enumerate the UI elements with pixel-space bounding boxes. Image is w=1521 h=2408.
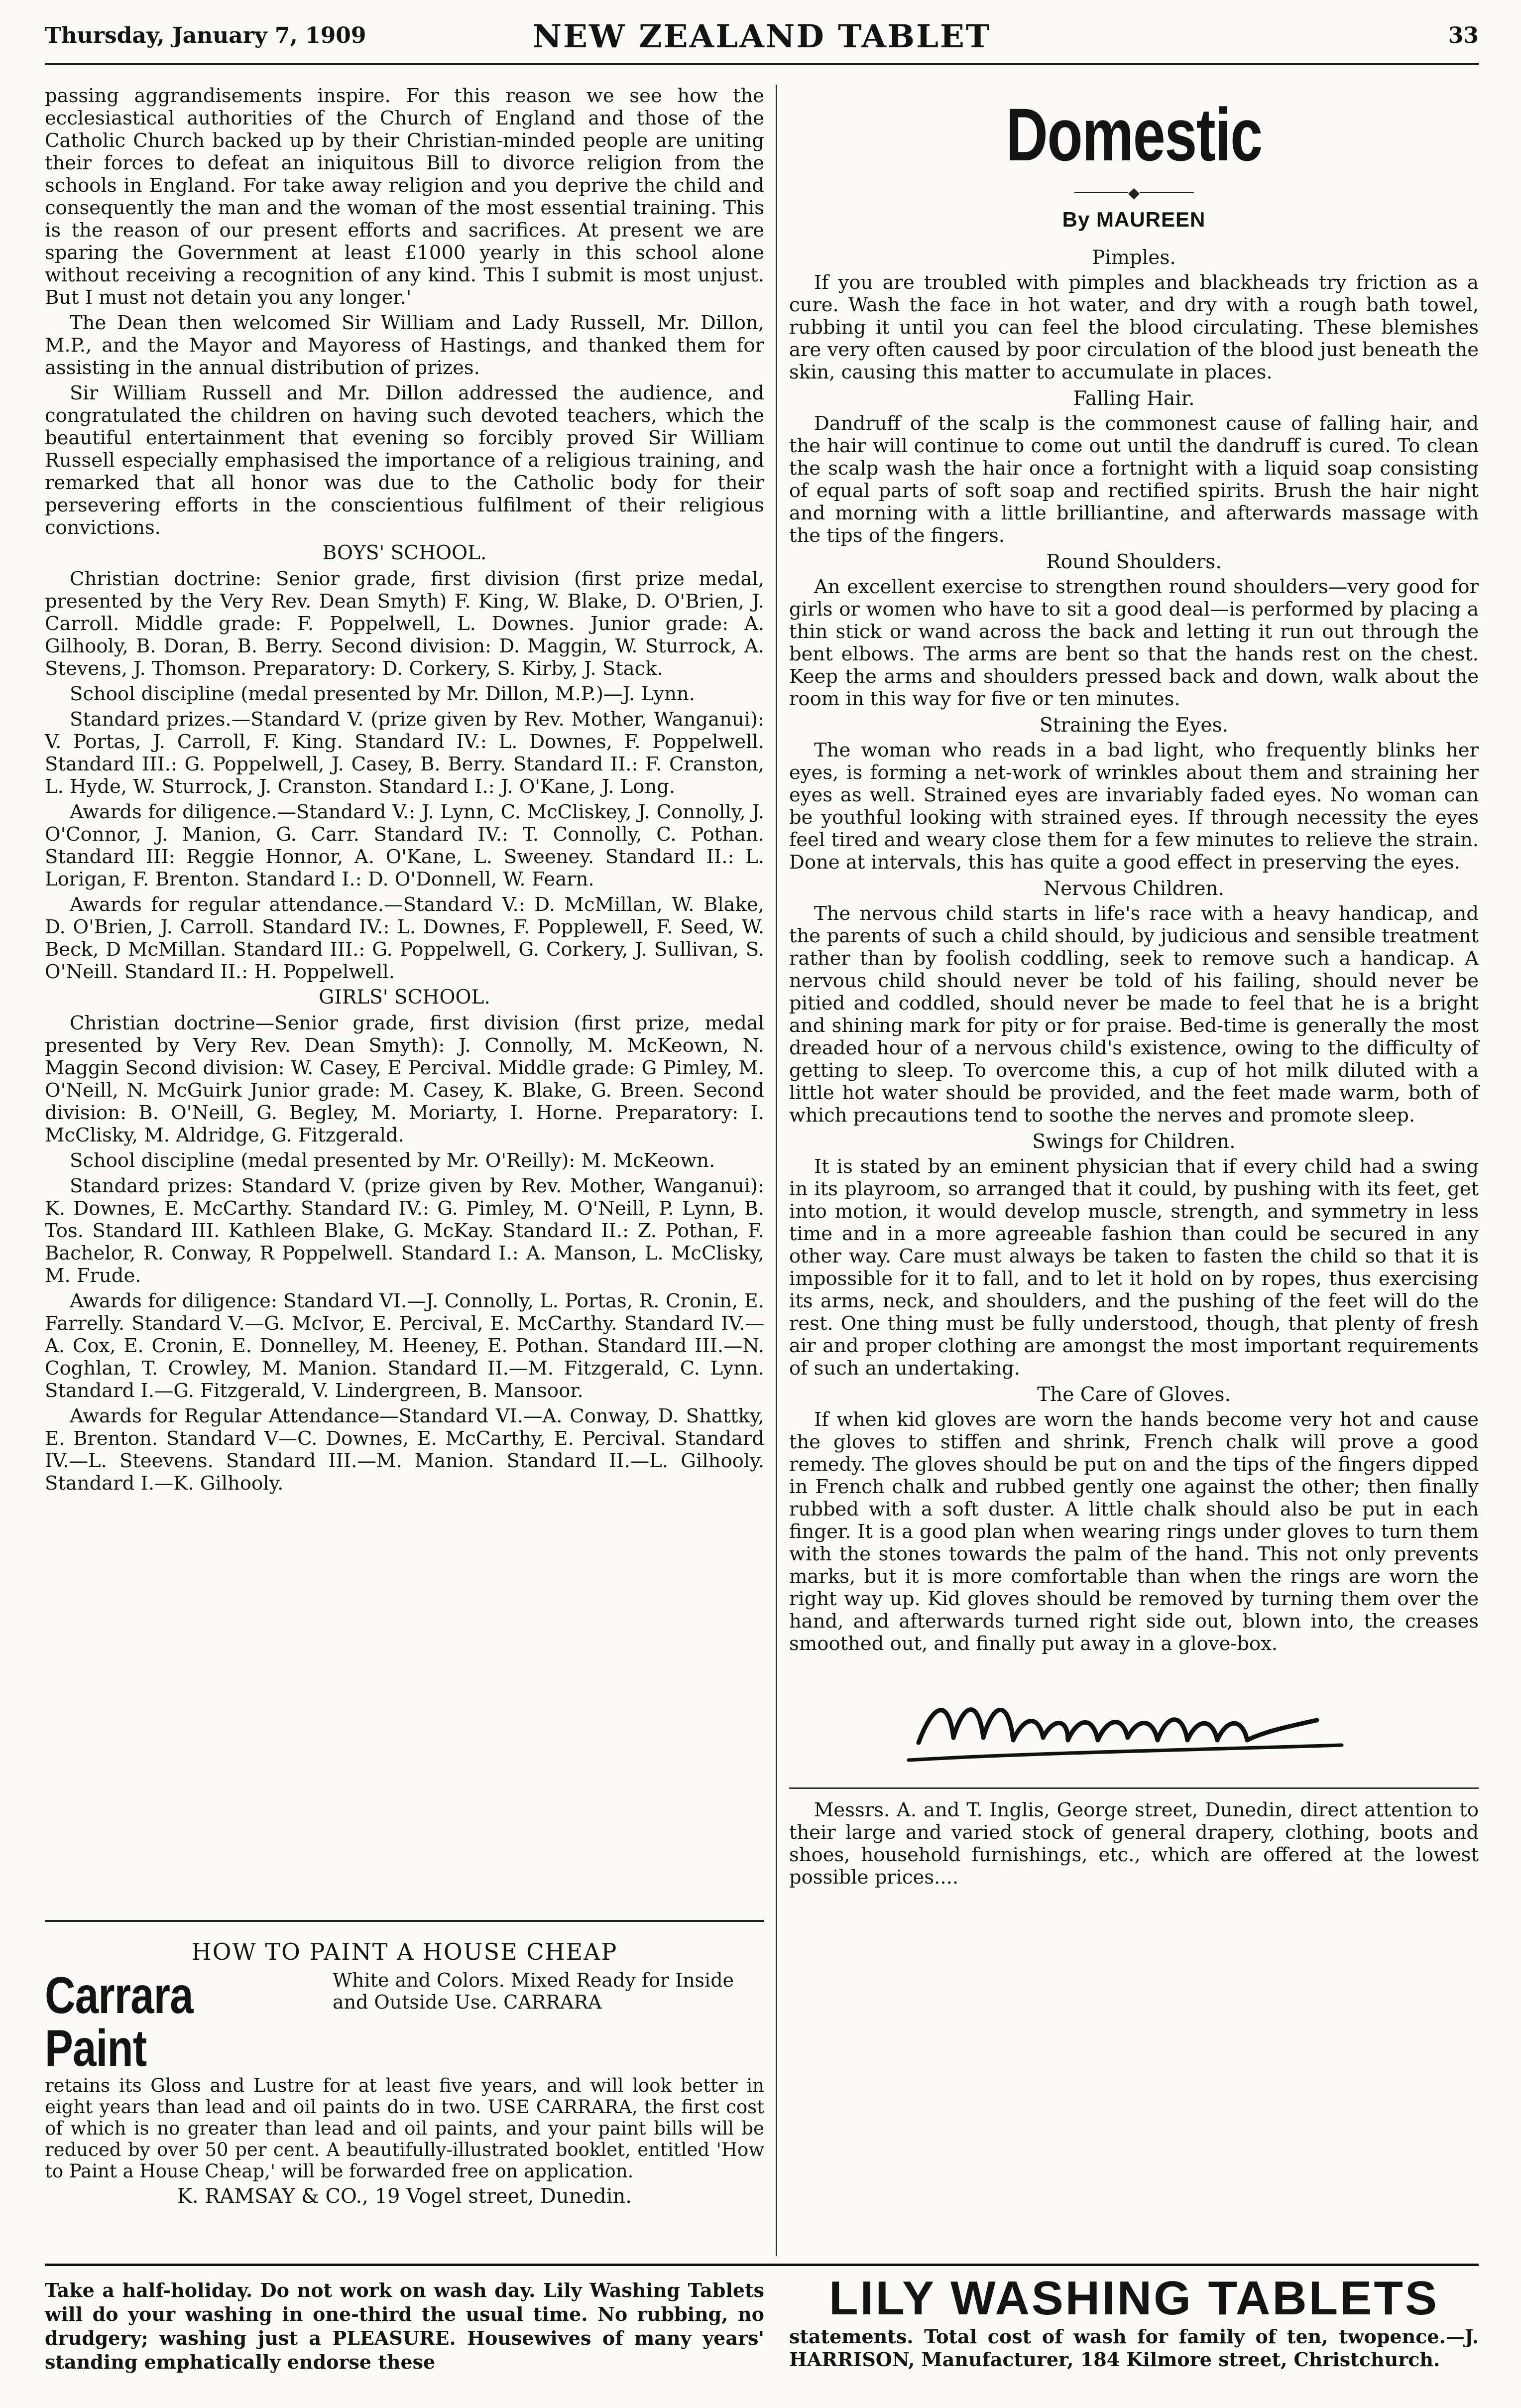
masthead-title: NEW ZEALAND TABLET [532,18,991,55]
girls-school-heading: GIRLS' SCHOOL. [319,986,490,1009]
section-text: If you are troubled with pimples and blackheads try friction as a cure. Wash the face in hot water, and dry with a rough bath towel, rubbing it until you can feel the blood circulating. These blemishes are very often caused by poor circulation of the blood just beneath the skin, causing this matter to accumulate in places. [789,271,1479,383]
prize-list-paragraph: Christian doctrine—Senior grade, first division (first prize, medal presented by Very Rev. Dean Smyth): J. Connolly, M. McKeown, N. Maggin Second division: W. Casey, E Percival. Middle grade: G Pimley, M. O'Neill, N. McGuirk Junior grade: M. Casey, K. Blake, G. Breen. Second division: B. O'Neill, G. Begley, M. Moriarty, I. Horne. Preparatory: I. McClisky, M. Aldridge, G. Fitzgerald. [45,1012,764,1146]
issue-date: Thursday, January 7, 1909 [45,23,366,48]
byline: By MAUREEN [1062,208,1206,231]
prize-list-paragraph: Awards for regular attendance.—Standard V.: D. McMillan, W. Blake, D. O'Brien, J. Carroll. Standard IV.: L. Downes, F. Popplewell, F. Seed, W. Beck, D McMillan. Standard III.: G. Poppelwell, G. Corkery, J. Sullivan, S. O'Neill. Standard II.: H. Poppelwell. [45,893,764,983]
prize-list-paragraph: Awards for diligence.—Standard V.: J. Lynn, C. McCliskey, J. Connolly, J. O'Connor, J. Manion, G. Carr. Standard IV.: T. Connolly, C. Pothan. Standard III: Reggie Honnor, A. O'Kane, L. Sweeney. Standard II.: L. Lorigan, F. Brenton. Standard I.: D. O'Donnell, W. Fearn. [45,801,764,890]
prize-list-paragraph: Standard prizes.—Standard V. (prize given by Rev. Mother, Wanganui): V. Portas, J. Carroll, F. King. Standard IV.: L. Downes, F. Poppelwell. Standard III.: G. Poppelwell, J. Casey, B. Berry. Standard II.: F. Cranston, L. Hyde, W. Sturrock, J. Cranston. Standard I.: J. O'Kane, J. Long. [45,708,764,798]
ad-signoff: K. RAMSAY & CO., 19 Vogel street, Dunedin. [177,2185,632,2208]
carrara-paint-ad [45,1932,764,2251]
section-text: It is stated by an eminent physician that if every child had a swing in its playroom, so arranged that it could, by pushing with its feet, get into motion, it would develop muscle, strength, and symmetry in less time and in a more agreeable fashion than could be secured in any other way. Care must always be taken to fasten the child so that it is impossible for it to fall, and to let it hold on by ropes, thus exercising its arms, neck, and shoulders, and the pushing of the feet will do the rest. One thing must be fully understood, though, that plenty of fresh air and proper clothing are amongst the most important requirements of such an undertaking. [789,1155,1479,1380]
section-text: The nervous child starts in life's race with a heavy handicap, and the parents of such a child should, by judicious and sensible treatment rather than by foolish coddling, seek to remove such a handicap. A nervous child should never be told of his failing, should never be pitied and coddled, should never be made to feel that he is a bright and shining mark for pity or for praise. Bed-time is generally the most dreaded hour of a nervous child's existence, owing to the difficulty of getting to sleep. To overcome this, a cup of hot milk diluted with a little hot water should be provided, and the feet made warm, both of which precautions tend to soothe the nerves and promote sleep. [789,902,1479,1127]
left-column [45,85,764,1498]
section-heading: The Care of Gloves. [1037,1384,1231,1406]
ad-heading: HOW TO PAINT A HOUSE CHEAP [191,1938,618,1965]
section-text: If when kid gloves are worn the hands become very hot and cause the gloves to stiffen and shrink, French chalk will prove a good remedy. The gloves should be put on and the tips of the fingers dipped in French chalk and rubbed gently one against the other; then finally rubbed with a soft duster. A little chalk should also be put in each finger. It is a good plan when wearing rings under gloves to turn them with the stones towards the palm of the hand. This not only prevents marks, but it is more comfortable than when the rings are worn the right way up. Kid gloves should be removed by turning them over the hand, and afterwards turned right side out, blown into, the creases smoothed out, and finally put away in a glove-box. [789,1408,1479,1655]
section-text: The woman who reads in a bad light, who frequently blinks her eyes, is forming a net-work of wrinkles about them and straining her eyes as well. Strained eyes are invariably faded eyes. No woman can be youthful looking with strained eyes. If through necessity the eyes feel tired and weary close them for a few minutes to relieve the strain. Done at intervals, this has quite a good effect in preserving the eyes. [789,739,1479,874]
ornament-divider: ──────◆────── [1074,184,1194,202]
lily-ad-left [45,2279,764,2374]
ad-divider [45,1920,764,1922]
prize-list-paragraph: Awards for Regular Attendance—Standard VI.—A. Conway, D. Shattky, E. Brenton. Standard V—C. Downes, E. McCarthy, E. Percival. Standard IV.—L. Steevens. Standard III.—M. Manion. Standard II.—L. Gilhooly. Standard I.—K. Gilhooly. [45,1405,764,1495]
article-paragraph: Sir William Russell and Mr. Dillon addressed the audience, and congratulated the children on having such devoted teachers, which the beautiful entertainment that evening so forcibly proved Sir William Russell especially emphasised the importance of a religious training, and remarked that all honor was due to the Catholic body for their persevering efforts in the conscientious fulfilment of their religious convictions. [45,382,764,539]
signature-icon [789,1658,1479,1782]
ad-brand-row [45,1969,764,2075]
ad-side-text: White and Colors. Mixed Ready for Inside and Outside Use. CARRARA [333,1969,734,2013]
ad-brand-name: Carrara Paint [45,1967,193,2077]
ad-body-text: retains its Gloss and Lustre for at least five years, and will look better in eight years than lead and oil paints do in two. USE CARRARA, the first cost of which is no greater than lead and oil paints, and your paint bills will be reduced by over 50 per cent. A beautifully-illustrated booklet, entitled 'How to Paint a House Cheap,' will be forwarded free on application. [45,2075,764,2182]
section-heading: Round Shoulders. [1046,551,1222,573]
inglis-notice: Messrs. A. and T. Inglis, George street, Dunedin, direct attention to their large and varied stock of general drapery, clothing, boots and shoes, household furnishings, etc., which are offered at the lowest possible prices.... [789,1799,1479,1889]
page-number: 33 [1448,23,1479,48]
bottom-ad-divider [45,2264,1479,2266]
article-paragraph: passing aggrandisements inspire. For this reason we see how the ecclesiastical authorities of the Church of England and those of the Catholic Church backed up by their Christian-minded people are uniting their forces to defeat an iniquitous Bill to divorce religion from the schools in England. For take away religion and you deprive the child and consequently the man and the woman of the most essential training. This is the reason of our present efforts and sacrifices. At present we are sparing the Government at least £1000 yearly in this school alone without receiving a recognition of any kind. This I submit is most unjust. But I must not detain you any longer.' [45,85,764,309]
section-heading: Pimples. [1092,247,1176,269]
right-column [789,85,1479,1892]
prize-list-paragraph: Awards for diligence: Standard VI.—J. Connolly, L. Portas, R. Cronin, E. Farrelly. Standard V.—G. McIvor, E. Percival, E. McCarthy. Standard IV.—A. Cox, E. Cronin, E. Donnelley, M. Heeney, E. Pothan. Standard III.—N. Coghlan, T. Crowley, M. Manion. Standard II.—M. Fitzgerald, C. Lynn. Standard I.—G. Fitzgerald, V. Lindergreen, B. Mansoor. [45,1290,764,1402]
ad-body [45,2075,764,2182]
lily-ad-right [789,2274,1479,2371]
article-paragraph: The Dean then welcomed Sir William and Lady Russell, Mr. Dillon, M.P., and the Mayor and Mayoress of Hastings, and thanked them for assisting in the annual distribution of prizes. [45,312,764,379]
prize-list-paragraph: School discipline (medal presented by Mr. O'Reilly): M. McKeown. [70,1149,715,1172]
column-divider [776,85,777,2256]
lily-ad-right-text: statements. Total cost of wash for family of ten, twopence.—J. HARRISON, Manufacturer, 184 Kilmore street, Christchurch. [789,2325,1479,2371]
section-heading: Straining the Eyes. [1039,714,1229,737]
section-heading: Falling Hair. [1073,387,1195,410]
section-divider [789,1787,1479,1789]
section-heading: Nervous Children. [1044,878,1224,900]
prize-list-paragraph: Standard prizes: Standard V. (prize given by Rev. Mother, Wanganui): K. Downes, E. McCarthy. Standard IV.: G. Pimley, M. O'Neill, P. Lynn, B. Tos. Standard III. Kathleen Blake, G. McKay. Standard II.: Z. Pothan, F. Bachelor, R. Conway, R Poppelwell. Standard I.: A. Manson, L. McClisky, M. Frude. [45,1175,764,1287]
domestic-title: Domestic [1006,93,1262,176]
section-text: Dandruff of the scalp is the commonest cause of falling hair, and the hair will continue to come out until the dandruff is cured. To clean the scalp wash the hair once a fortnight with a liquid soap consisting of equal parts of soft soap and rectified spirits. Brush the hair night and morning with a little brilliantine, and afterwards massage with the tips of the fingers. [789,412,1479,547]
lily-ad-headline: LILY WASHING TABLETS [829,2272,1439,2325]
boys-school-heading: BOYS' SCHOOL. [322,542,487,564]
lily-ad-left-text: Take a half-holiday. Do not work on wash day. Lily Washing Tablets will do your washing in one-third the usual time. No rubbing, no drudgery; washing just a PLEASURE. Housewives of many years' standing emphatically endorse these [45,2279,764,2373]
section-text: An excellent exercise to strengthen round shoulders—very good for girls or women who have to sit a good deal—is performed by placing a thin stick or wand across the back and letting it run out through the bent elbows. The arms are bent so that the hands rest on the chest. Keep the arms and shoulders pressed back and down, walk about the room in this way for five or ten minutes. [789,576,1479,710]
page-header [45,20,1479,65]
maureen-signature [789,1658,1479,1782]
section-heading: Swings for Children. [1032,1131,1236,1153]
prize-list-paragraph: Christian doctrine: Senior grade, first division (first prize medal, presented by the Very Rev. Dean Smyth) F. King, W. Blake, D. O'Brien, J. Carroll. Middle grade: F. Poppelwell, L. Downes. Junior grade: A. Gilhooly, B. Doran, B. Berry. Second division: D. Maggin, W. Sturrock, A. Stevens, J. Thomson. Preparatory: D. Corkery, S. Kirby, J. Stack. [45,568,764,680]
prize-list-paragraph: School discipline (medal presented by Mr. Dillon, M.P.)—J. Lynn. [70,683,695,705]
